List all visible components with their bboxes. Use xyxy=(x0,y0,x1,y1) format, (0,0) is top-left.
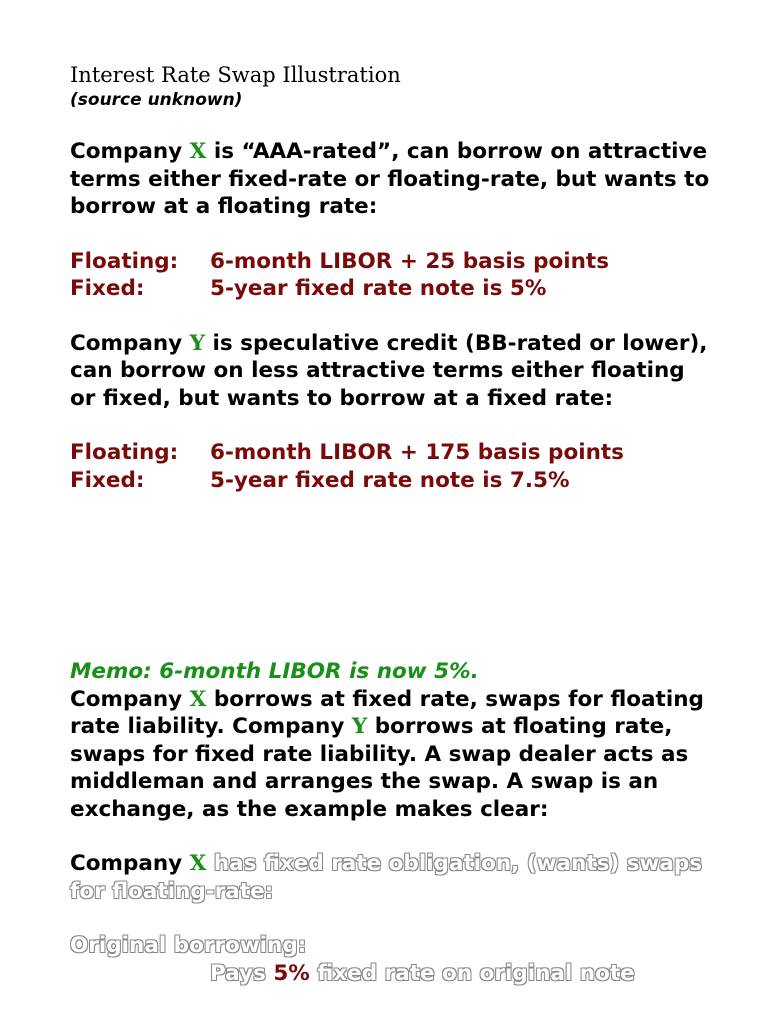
paragraph-company-y: Company Y is speculative credit (BB-rated or lower), can borrow on less attractive terms either floating or fixed, but wants to borrow at a fixed rate: xyxy=(70,330,708,411)
spacer xyxy=(70,905,710,932)
spacer xyxy=(70,303,710,330)
company-y-label: Y xyxy=(189,330,206,356)
pays-line: Pays 5% fixed rate on original note xyxy=(210,960,635,986)
company-x-label: X xyxy=(189,139,207,164)
spacer xyxy=(70,823,710,850)
rate-row-floating: Floating: 6-month LIBOR + 175 basis points xyxy=(70,440,624,465)
spacer xyxy=(70,112,710,138)
paragraph-company-x-obligation: Company X has fixed rate obligation, (wants) swaps for floating-rate: xyxy=(70,851,703,904)
company-y-label: Y xyxy=(351,714,368,739)
rate-row-floating: Floating: 6-month LIBOR + 25 basis points xyxy=(70,248,609,274)
company-x-label: X xyxy=(189,686,207,712)
memo-line: Memo: 6-month LIBOR is now 5%. xyxy=(70,659,479,684)
original-borrowing-heading: Original borrowing: xyxy=(70,933,307,958)
rate-row-fixed: Fixed: 5-year fixed rate note is 7.5% xyxy=(70,467,570,493)
paragraph-swap: Company X borrows at fixed rate, swaps for floating rate liability. Company Y borrows at floating rate, swaps for fixed rate liability. A swap dealer acts as middleman and arranges the swap. A swap is an exchange, as the example makes clear: xyxy=(70,686,704,822)
document-title: Interest Rate Swap Illustration xyxy=(70,63,401,87)
spacer xyxy=(70,494,710,658)
company-x-label: X xyxy=(189,851,207,876)
spacer xyxy=(70,221,710,248)
rates-company-y xyxy=(70,439,710,494)
rates-company-x xyxy=(70,248,710,303)
rate-row-fixed: Fixed: 5-year fixed rate note is 5% xyxy=(70,276,547,301)
spacer xyxy=(70,412,710,439)
document-subtitle: (source unknown) xyxy=(70,90,243,110)
pays-rate: 5% xyxy=(273,960,310,986)
document-page xyxy=(70,62,710,987)
paragraph-company-x: Company X is “AAA-rated”, can borrow on attractive terms either fixed-rate or floating-rate, but wants to borrow at a floating rate: xyxy=(70,139,710,219)
